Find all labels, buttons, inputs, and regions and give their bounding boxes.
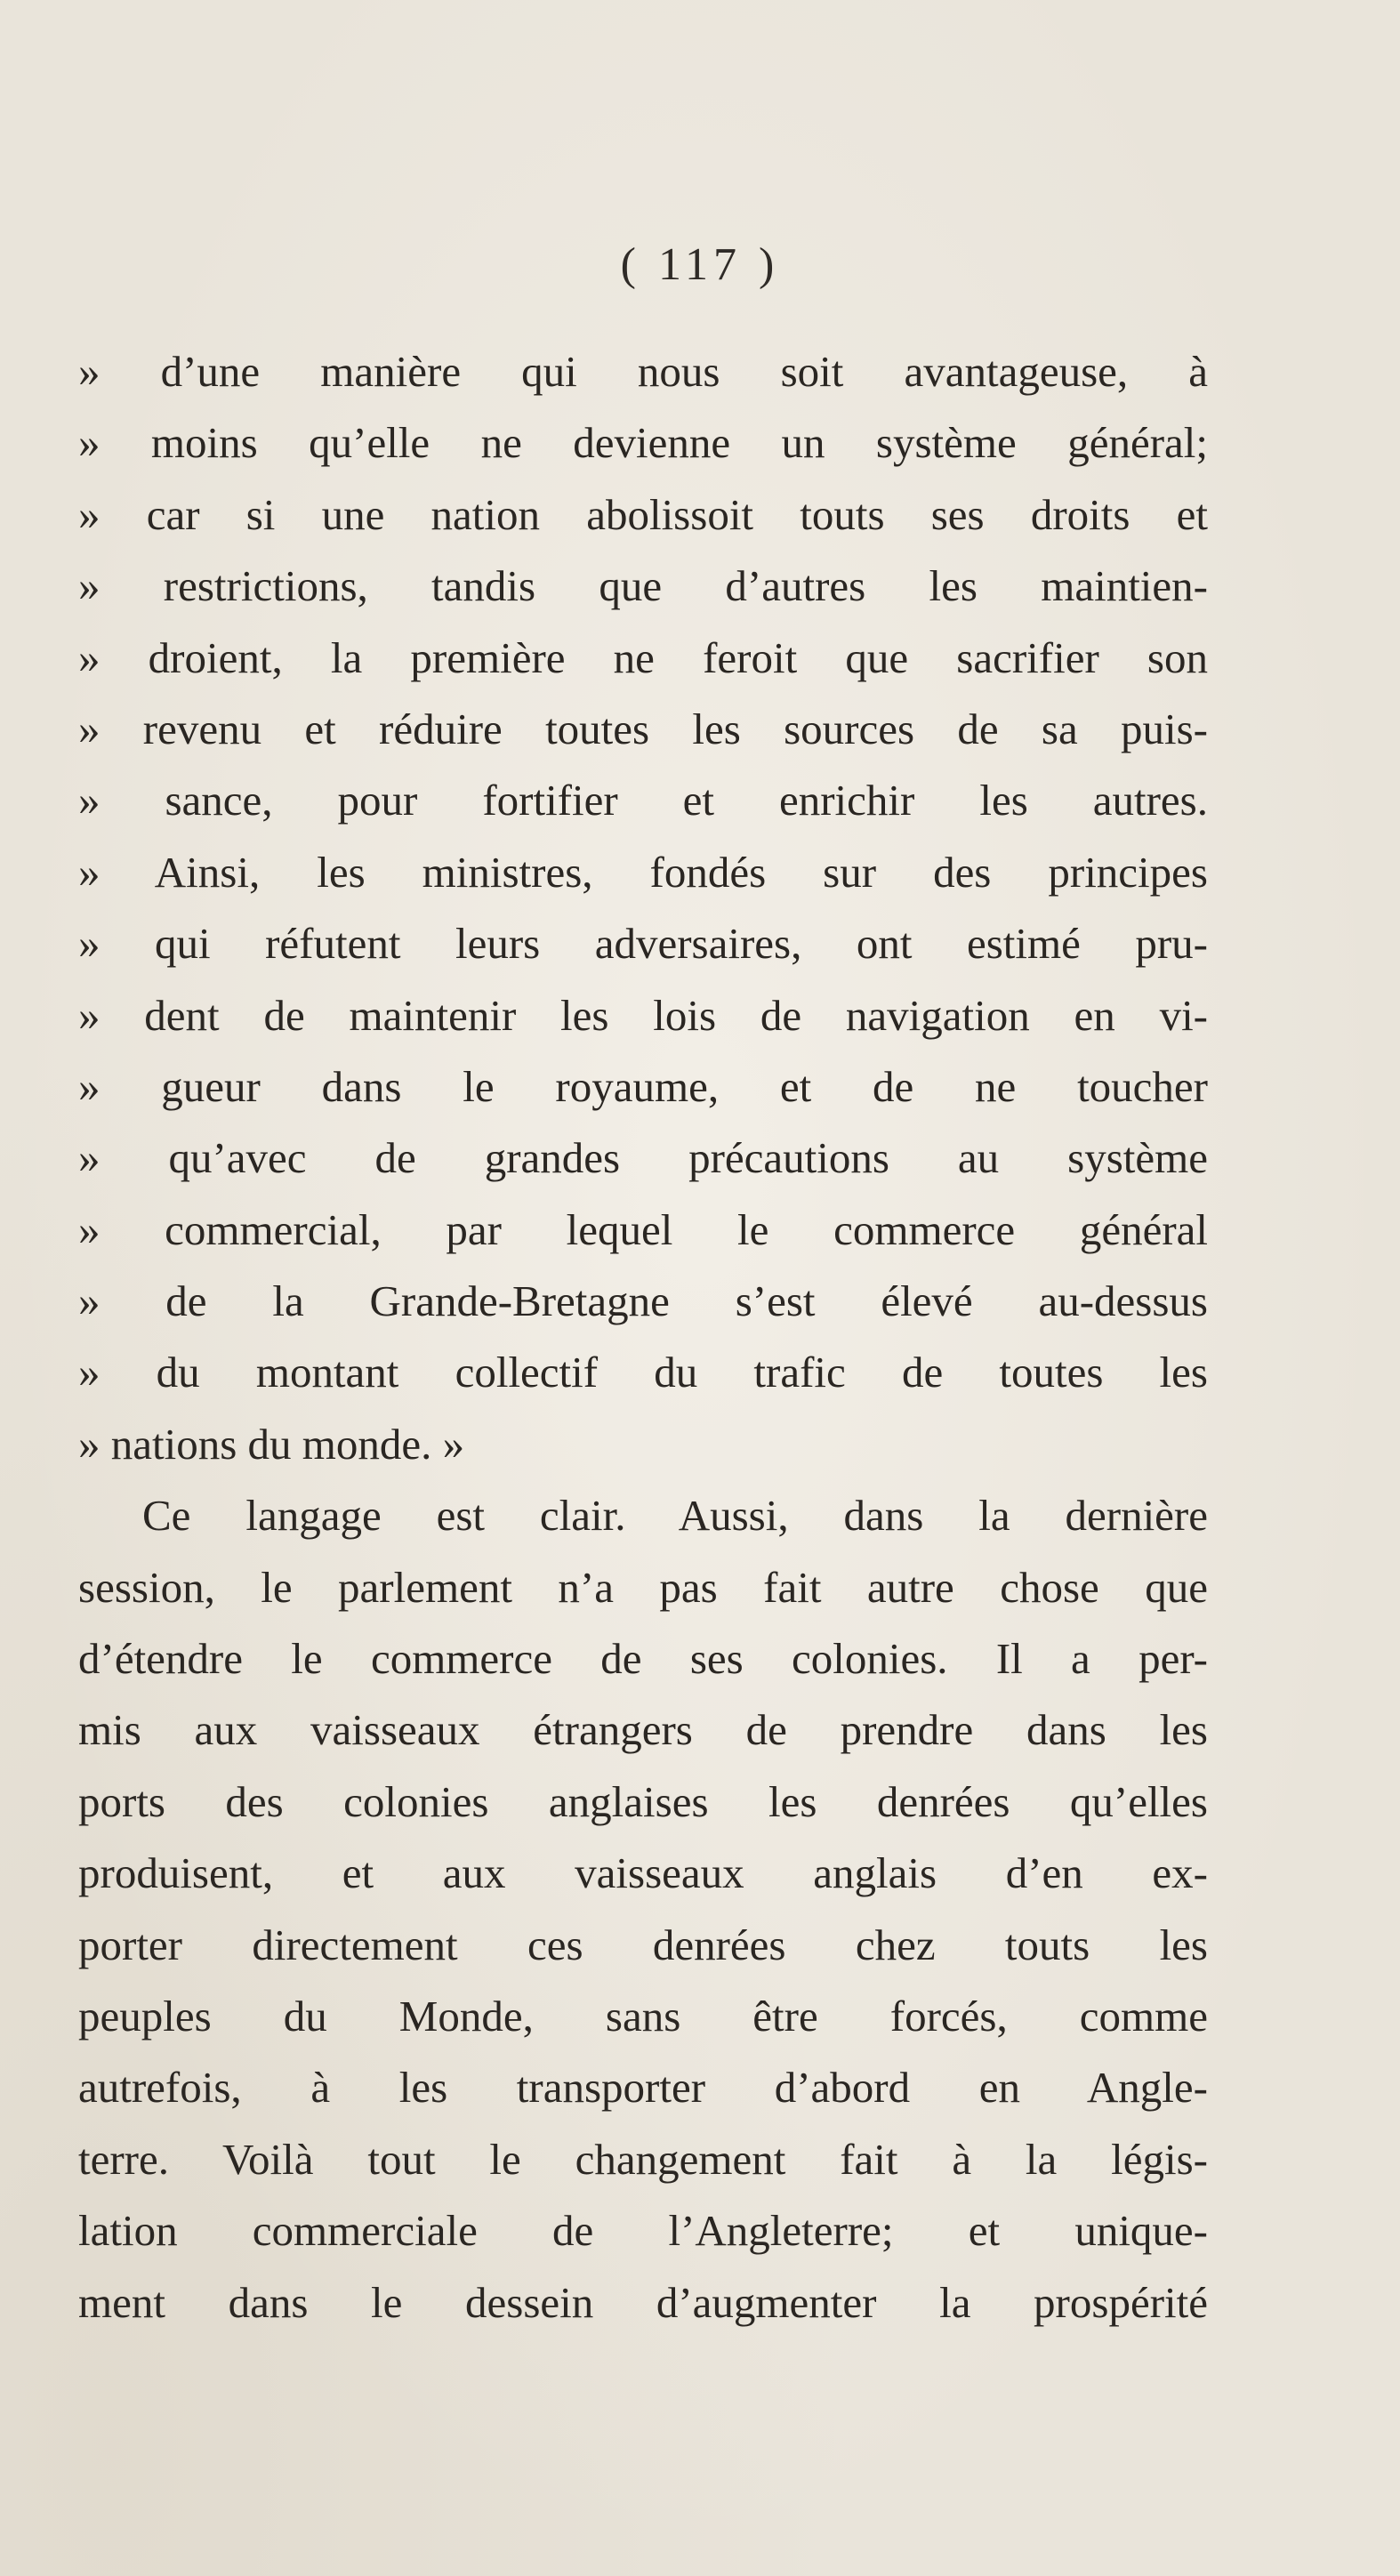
text-line: ports des colonies anglaises les denrées qu’elles [78, 1776, 1208, 1826]
text-line: mis aux vaisseaux étrangers de prendre dans les [78, 1705, 1208, 1755]
text-line: » qu’avec de grandes précautions au système [78, 1133, 1208, 1183]
text-line: » d’une manière qui nous soit avantageuse, à [78, 347, 1208, 396]
text-line: » dent de maintenir les lois de navigation en vi- [78, 990, 1208, 1040]
text-line: » de la Grande-Bretagne s’est élevé au-dessus [78, 1276, 1208, 1326]
text-line: » moins qu’elle ne devienne un système général; [78, 418, 1208, 468]
text-line: session, le parlement n’a pas fait autre chose que [78, 1562, 1208, 1612]
page-number: ( 117 ) [620, 239, 780, 290]
text-line: Ce langage est clair. Aussi, dans la dernière [142, 1491, 1208, 1541]
quoted-passage [78, 336, 1208, 1480]
text-line: » droient, la première ne feroit que sacrifier son [78, 632, 1208, 682]
text-line: » nations du monde. » [78, 1419, 465, 1469]
text-line: produisent, et aux vaisseaux anglais d’en ex- [78, 1848, 1208, 1898]
text-line: peuples du Monde, sans être forcés, comme [78, 1991, 1208, 2041]
text-line: lation commerciale de l’Angleterre; et unique- [78, 2206, 1208, 2256]
text-line: » gueur dans le royaume, et de ne toucher [78, 1061, 1208, 1111]
text-line: » Ainsi, les ministres, fondés sur des principes [78, 847, 1208, 897]
text-line: » sance, pour fortifier et enrichir les autres. [78, 776, 1208, 825]
text-line: porter directement ces denrées chez touts les [78, 1920, 1208, 1969]
text-line: terre. Voilà tout le changement fait à la légis- [78, 2134, 1208, 2184]
text-line: » car si une nation abolissoit touts ses droits et [78, 489, 1208, 539]
text-line: d’étendre le commerce de ses colonies. Il a per- [78, 1634, 1208, 1684]
text-line: » revenu et réduire toutes les sources de sa puis- [78, 704, 1208, 753]
paragraph [78, 1480, 1208, 2339]
text-line: autrefois, à les transporter d’abord en Angle- [78, 2063, 1208, 2113]
text-block [78, 336, 1208, 2339]
text-line: » qui réfutent leurs adversaires, ont estimé pru- [78, 919, 1208, 969]
text-line: » commercial, par lequel le commerce général [78, 1204, 1208, 1254]
text-line: » restrictions, tandis que d’autres les maintien- [78, 561, 1208, 611]
text-line: » du montant collectif du trafic de toutes les [78, 1348, 1208, 1397]
text-line: ment dans le dessein d’augmenter la prospérité [78, 2277, 1208, 2327]
